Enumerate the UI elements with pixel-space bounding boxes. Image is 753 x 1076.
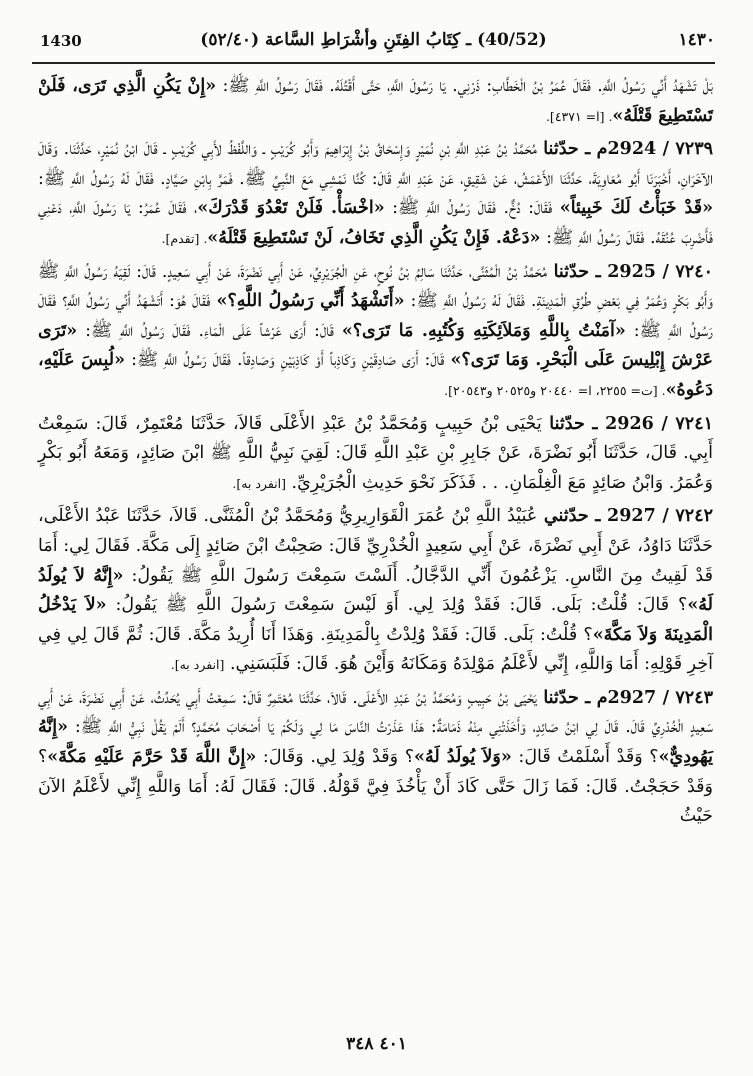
header-rule bbox=[32, 62, 715, 64]
reference-note: . [ا= ٤٣٧١]. bbox=[545, 108, 613, 124]
hadith-number: ٧٢٤٢ / 2927 bbox=[607, 506, 714, 527]
hadith-paragraph bbox=[38, 410, 713, 499]
prophetic-quote: «لاَ يَدْخُلُ الْمَدِينَةَ وَلاَ مَكَّةَ» bbox=[38, 595, 714, 645]
narration-text: ؟ قَالَ: قُلْتُ: بَلَى. قَالَ: فَقَدْ وُلِدَ لِي. أَوَ لَيْسَ سَمِعْتَ رَسُولَ اللَّهِ ﷺ يَقُولُ: bbox=[106, 595, 688, 616]
hadith-paragraph bbox=[38, 72, 713, 131]
running-title: (40/52) ـ كِتَابُ الفِتَنِ وأشْرَاطِ السَّاعة (٥٢/٤٠) bbox=[200, 30, 547, 50]
page-header bbox=[32, 28, 715, 58]
narration-text: عُبَيْدُ اللَّهِ بْنُ عُمَرَ الْقَوَارِيرِيُّ وَمُحَمَّدُ بْنُ الْمُثَنَّى. قَالاَ، حَدَّثَنَا عَبْدُ الأَعْلَى، حَدَّثَنَا دَاوُدُ، عَنْ أَبِي نَضْرَةَ، عَنْ أَبِي سَعِيدٍ الْخُدْرِيِّ قَالَ: صَحِبْتُ ابْنَ صَائِدٍ إِلَى مَكَّةَ. فَقَالَ لِي: أَمَا قَدْ لَقِيتُ مِنَ النَّاسِ. يَزْعُمُونَ أَنِّي الدَّجَّالُ. أَلَسْتَ سَمِعْتَ رَسُولَ اللَّهِ ﷺ يَقُولُ: bbox=[38, 506, 713, 586]
hadith-paragraph bbox=[38, 135, 713, 253]
narration-phrase: ـ حدّثنا bbox=[541, 413, 606, 434]
prophetic-quote: «تَرَى عَرْشَ إِبْلِيسَ عَلَى الْبَحْرِ. وَمَا تَرَى؟» bbox=[38, 320, 713, 371]
narration-text: قَالَ: أَرَى صَادِقَيْنِ وَكَاذِباً أَوْ كَاذِبَيْنِ وَصَادِقاً. فَقَالَ رَسُولُ اللَّهِ ﷺ: bbox=[125, 350, 451, 371]
narration-text: يَحْيَى بْنُ حَبِيبٍ وَمُحَمَّدُ بْنُ عَبْدِ الأَعْلَى. قَالاَ، حَدَّثَنَا مُعْتَمِرٌ قَالَ: سَمِعْتُ أَبِي يُحَدِّثُ، عَنْ أَبِي نَضْرَةَ، عَنْ أَبِي سَعِيدٍ الْخُدْرِيِّ قَالَ. قَالَ لِي ابْنُ صَائِدٍ، وَأَخَذَتْنِي مِنْهُ ذَمَامَةٌ: هَذَا عَذَرْتُ النَّاسَ مَا لِي وَلَكُمْ يَا أَصْحَابَ مُحَمَّدٍ؟ أَلَمْ يَقُلْ نَبِيُّ اللَّهِ ﷺ: bbox=[38, 687, 713, 738]
narration-phrase: ـ حدّثنا bbox=[536, 139, 597, 160]
reference-note: [انفرد به]. bbox=[170, 657, 225, 673]
prophetic-quote: «إِنَّ اللَّهَ قَدْ حَرَّمَ عَلَيْهِ مَكَّةَ» bbox=[47, 747, 257, 768]
narration-text: بَلْ تَشْهَدُ أَنِّي رَسُولُ اللَّهِ. فَقَالَ عُمَرُ بْنُ الْخَطَّابِ: ذَرْنِي. يَا رَسُولَ اللَّهِ، حَتَّى أَقْتُلَهُ. فَقَالَ رَسُولُ اللَّهِ ﷺ: bbox=[216, 76, 713, 96]
prophetic-quote: «اخْسَأْ. فَلَنْ تَعْدُوَ قَدْرَكَ» bbox=[197, 198, 385, 219]
hadith-number: ٧٢٤٣ / 2927م bbox=[596, 687, 713, 708]
narration-text: ؟ قُلْتُ: بَلَى. قَالَ: فَقَدْ وُلِدْتُ بِالْمَدِينَةِ. وَهَذَا أَنَا أُرِيدُ مَكَّةَ. قَالَ: ثُمَّ قَالَ لِي فِي آخِرِ قَوْلِهِ: أَمَا وَاللَّهِ، إِنِّي لأَعْلَمُ مَوْلِدَهُ وَمَكَانَهُ وَأَيْنَ هُوَ. قَالَ: فَلَبَسَنِي. bbox=[38, 624, 713, 675]
reference-note: . [ت= ٢٢٥٥، ا= ٢٠٤٤٠ و٢٠٥٢٥ و٢٠٥٤٣]. bbox=[444, 382, 666, 398]
prophetic-quote: «دَعْهُ. فَإِنْ يَكُنِ الَّذِي تَخَافُ، لَنْ تَسْتَطِيعَ قَتْلَهُ» bbox=[207, 227, 541, 248]
hadith-paragraph bbox=[38, 684, 713, 832]
narration-text: ، فَقَالَ عُمَرُ: يَا رَسُولَ اللَّهِ، دَعْنِي فَأَضْرِبَ عُنُقَهُ. فَقَالَ رَسُولُ اللَّهِ ﷺ: bbox=[38, 198, 713, 248]
narration-text: قَالَ: أَرَى عَرْشاً عَلَى الْمَاءِ. فَقَالَ رَسُولُ اللَّهِ ﷺ: bbox=[77, 320, 342, 341]
hadith-paragraph bbox=[38, 258, 713, 406]
hadith-number: ٧٢٤١ / 2926 bbox=[605, 413, 713, 434]
narration-text: فَقَالَ هُوَ: أَتَشْهَدُ أَنِّي رَسُولُ اللَّهِ؟ فَقَالَ رَسُولُ اللَّهِ ﷺ: bbox=[38, 291, 713, 341]
narration-phrase: ـ حدّثنا bbox=[547, 261, 608, 282]
prophetic-quote: «إِنَّهُ يَهُودِيٌّ» bbox=[38, 717, 713, 768]
hadith-paragraph bbox=[38, 502, 713, 680]
narration-text: ؟ وَقَدْ حَجَجْتُ. قَالَ: فَمَا زَالَ حَتَّى كَادَ أَنْ يَأْخُذَ فِيَّ قَوْلُهُ. قَالَ: فَقَالَ لَهُ: أَمَا وَاللَّهِ إِنِّي لأَعْلَمُ الآنَ حَيْثُ bbox=[38, 747, 713, 827]
narration-text: ؟ وَقَدْ أَسْلَمْتُ قَالَ: bbox=[511, 747, 659, 768]
prophetic-quote: «وَلاَ يُولَدُ لَهُ» bbox=[414, 747, 512, 768]
reference-note: . [تقدم]. bbox=[161, 230, 208, 246]
narration-text: ؟ وَقَدْ وُلِدَ لِي. وَقَالَ: bbox=[256, 747, 414, 768]
narration-text: فَقَالَ: دُخٌّ. فَقَالَ رَسُولُ اللَّهِ ﷺ: bbox=[384, 198, 560, 219]
narration-phrase: ـ حدّثني bbox=[537, 506, 608, 527]
prophetic-quote: «لُبِسَ عَلَيْهِ، دَعُوهُ» bbox=[38, 350, 713, 400]
narration-text: مُحَمَّدُ بْنُ الْمُثَنَّى، حَدَّثَنَا سَالِمُ بْنُ نُوحٍ، عَنِ الْجُرَيْرِيِّ، عَنْ أَبِي نَضْرَةَ، عَنْ أَبِي سَعِيدٍ. قَالَ: لَقِيَهُ رَسُولُ اللَّهِ ﷺ وَأَبُو بَكْرٍ وَعُمَرُ فِي بَعْضِ طُرُقِ الْمَدِينَةِ. فَقَالَ لَهُ رَسُولُ اللَّهِ ﷺ: bbox=[38, 261, 713, 312]
narration-text: يَحْيَى بْنُ حَبِيبٍ وَمُحَمَّدُ بْنُ عَبْدِ الأَعْلَى قَالاَ، حَدَّثَنَا مُعْتَمِرٌ، قَالَ: سَمِعْتُ أَبِي. قَالَ، حَدَّثَنَا أَبُو نَضْرَةَ، عَنْ جَابِرِ بْنِ عَبْدِ اللَّهِ قَالَ: لَقِيَ نَبِيُّ اللَّهِ ﷺ ابْنَ صَائِدٍ، وَمَعَهُ أَبُو بَكْرٍ وَعُمَرُ. وَابْنُ صَائِدٍ مَعَ الْغِلْمَانِ. . . فَذَكَرَ نَحْوَ حَدِيثِ الْجُرَيْرِيِّ. bbox=[38, 413, 713, 493]
prophetic-quote: «قَدْ خَبَأْتُ لَكَ خَبِيئاً» bbox=[559, 198, 714, 219]
prophetic-quote: «إِنَّهُ لاَ يُولَدُ لَهُ» bbox=[38, 565, 714, 616]
prophetic-quote: «آمَنْتُ بِاللَّهِ وَمَلاَئِكَتِهِ وَكُتُبِهِ. مَا تَرَى؟» bbox=[341, 320, 626, 341]
narration-text: مُحَمَّدُ بْنُ عَبْدِ اللَّهِ بْنِ نُمَيْرٍ وَإِسْحَاقُ بْنُ إِبْرَاهِيمَ وَأَبُو كُرَيْبٍ ـ وَاللَّفْظُ لأَبِي كُرَيْبٍ ـ قَالَ ابْنُ نُمَيْرٍ، حَدَّثَنَا. وَقَالَ الآخَرَانِ، أَخْبَرَنَا أَبُو مُعَاوِيَةَ، حَدَّثَنَا الأَعْمَشُ، عَنْ شَقِيقٍ، عَنْ عَبْدِ اللَّهِ قَالَ: كُنَّا نَمْشِي مَعَ النَّبِيِّ ﷺ. فَمَرَّ بِابْنِ صَيَّادٍ. فَقَالَ لَهُ رَسُولُ اللَّهِ ﷺ: bbox=[38, 139, 713, 189]
page-number-latin: 1430 bbox=[40, 32, 82, 50]
page-footer: ٤٠١ ٣٤٨ bbox=[346, 1034, 407, 1054]
body-text bbox=[38, 72, 713, 832]
prophetic-quote: «أَتَشْهَدُ أَنِّي رَسُولُ اللَّهِ؟» bbox=[216, 291, 405, 312]
prophetic-quote: «إِنْ يَكُنِ الَّذِي تَرَى، فَلَنْ تَسْتَطِيعَ قَتْلَهُ» bbox=[38, 76, 713, 126]
hadith-number: ٧٢٣٩ / 2924م bbox=[596, 139, 713, 160]
page-number-arabic: ١٤٣٠ bbox=[678, 30, 715, 50]
hadith-number: ٧٢٤٠ / 2925 bbox=[607, 261, 713, 282]
narration-phrase: ـ حدّثنا bbox=[536, 687, 597, 708]
reference-note: [انفرد به]. bbox=[232, 475, 286, 491]
